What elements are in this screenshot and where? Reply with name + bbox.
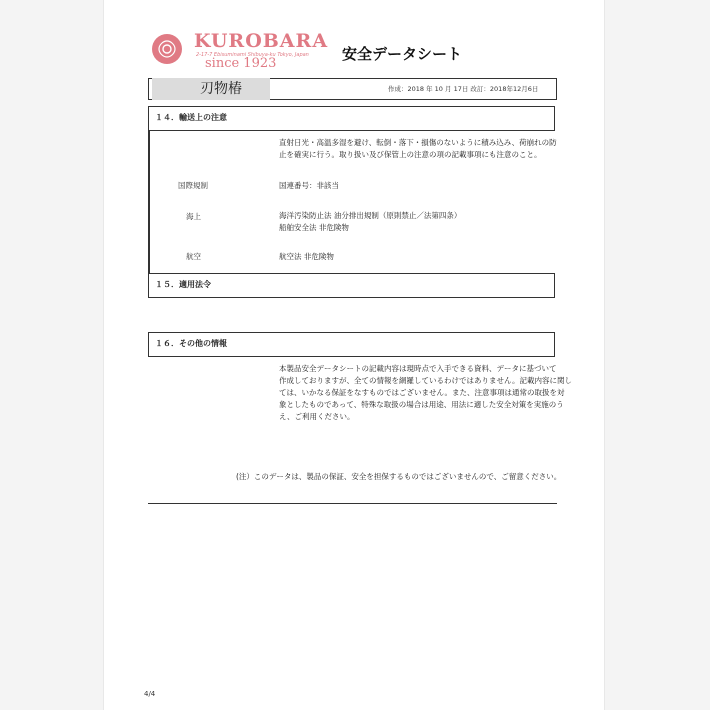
row-value-sea-1: 海洋汚染防止法 油分排出規制（原則禁止／法第四条） [279, 211, 462, 220]
text-line: え、ご利用ください。 [279, 412, 355, 421]
row-value-air: 航空法 非危険物 [279, 252, 334, 261]
document-title: 安全データシート [342, 45, 463, 63]
text-line: 作成しておりますが、全ての情報を網羅しているわけではありません。記載内容に関し [279, 376, 572, 385]
text-line: ては、いかなる保証をなすものではございません。また、注意事項は通常の取扱を対 [279, 388, 565, 397]
rose-logo-icon [152, 34, 182, 64]
rose-icon [156, 38, 178, 60]
divider [148, 503, 557, 504]
section-16-header: １６．その他の情報 [148, 332, 555, 357]
section-16-paragraph [279, 363, 572, 423]
brand-name: KUROBARA [194, 30, 329, 52]
text-line: 直射日光・高温多湿を避け、転倒・落下・損傷のないように積み込み、荷崩れの防 [279, 138, 557, 147]
page-number: 4/4 [144, 690, 156, 698]
row-label-air: 航空 [186, 252, 201, 261]
section-14-header: １４．輸送上の注意 [148, 106, 555, 131]
section-14-paragraph [279, 137, 557, 161]
section-15-header: １５．適用法令 [148, 273, 555, 298]
footnote: (注）このデータは、製品の保証、安全を担保するものではございませんので、ご留意ください。 [236, 472, 562, 481]
product-name: 刃物椿 [152, 78, 270, 100]
brand-address: 2-17-7 Ebisuminami Shibuya-ku Tokyo, Japan [196, 52, 309, 58]
brand-since: since 1923 [205, 56, 277, 71]
text-line: 本製品安全データシートの記載内容は現時点で入手できる資料、データに基づいて [279, 364, 557, 373]
row-label-sea: 海上 [186, 212, 201, 221]
row-value-international: 国連番号：非該当 [279, 181, 339, 190]
row-label-international: 国際規制 [178, 181, 208, 190]
section-14-left-border [148, 130, 150, 273]
row-value-sea-2: 船舶安全法 非危険物 [279, 223, 349, 232]
text-line: 象としたものであって、特殊な取扱の場合は用途、用法に適した安全対策を実施のう [279, 400, 564, 409]
text-line: 止を確実に行う。取り扱い及び保管上の注意の項の記載事項にも注意のこと。 [279, 150, 542, 159]
document-dates: 作成：2018 年 10 月 17日 改訂：2018年12月6日 [388, 85, 539, 93]
